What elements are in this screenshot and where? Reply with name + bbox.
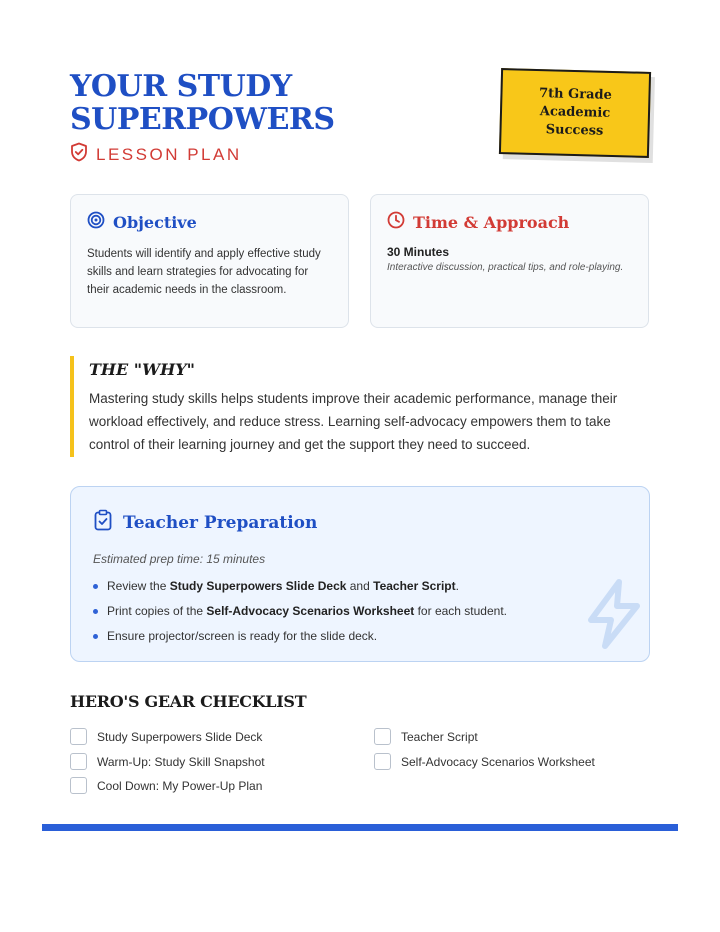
checklist-item[interactable] (70, 753, 265, 770)
checklist-item[interactable] (70, 728, 262, 745)
title-line-2: SUPERPOWERS (70, 102, 335, 137)
checkbox[interactable] (374, 753, 391, 770)
checklist-item[interactable] (70, 777, 262, 794)
checklist-item-label: Self-Advocacy Scenarios Worksheet (401, 754, 595, 769)
checklist-item-label: Teacher Script (401, 729, 478, 744)
why-heading: THE "WHY" (89, 360, 195, 379)
checklist-item[interactable] (374, 753, 595, 770)
checkbox[interactable] (70, 753, 87, 770)
objective-heading: Objective (113, 213, 197, 232)
why-section (70, 356, 650, 457)
shield-check-icon (70, 142, 88, 167)
list-item: Review the Study Superpowers Slide Deck and Teacher Script. (93, 574, 627, 599)
subtitle-text: LESSON PLAN (96, 144, 242, 164)
time-approach-heading: Time & Approach (413, 213, 570, 232)
checkbox[interactable] (374, 728, 391, 745)
prep-list (93, 574, 627, 649)
approach-text: Interactive discussion, practical tips, and role-playing. (387, 262, 624, 273)
lesson-plan-subtitle (70, 142, 242, 167)
checkbox[interactable] (70, 728, 87, 745)
checklist-item-label: Warm-Up: Study Skill Snapshot (97, 754, 265, 769)
teacher-prep-card (70, 486, 650, 662)
checklist-heading: HERO'S GEAR CHECKLIST (70, 692, 307, 711)
checklist-item-label: Cool Down: My Power-Up Plan (97, 778, 263, 793)
checkbox[interactable] (70, 777, 87, 794)
list-item: Ensure projector/screen is ready for the slide deck. (93, 624, 627, 649)
duration-text: 30 Minutes (387, 245, 450, 259)
list-item: Print copies of the Self-Advocacy Scenarios Worksheet for each student. (93, 599, 627, 624)
objective-body: Students will identify and apply effective study skills and learn strategies for advocating for their academic needs in the classroom. (87, 248, 321, 296)
teacher-prep-heading: Teacher Preparation (123, 512, 318, 533)
objective-card (70, 194, 349, 328)
target-icon (87, 211, 105, 234)
title-line-1: YOUR STUDY (70, 69, 292, 104)
checklist-item[interactable] (374, 728, 478, 745)
clipboard-check-icon (93, 509, 113, 536)
time-approach-card (370, 194, 649, 328)
clock-icon (387, 211, 405, 234)
checklist-item-label: Study Superpowers Slide Deck (97, 729, 263, 744)
lightning-bolt-icon (583, 578, 645, 655)
page-title (70, 70, 450, 136)
why-body: Mastering study skills helps students improve their academic performance, manage their workload effectively, and reduce stress. Learning self-advocacy empowers them to take control of their learning journey and get the support they need to succeed. (89, 391, 618, 452)
sticker-text: 7th Grade Academic Success (538, 86, 613, 139)
prep-time: Estimated prep time: 15 minutes (93, 552, 266, 566)
grade-sticker (499, 68, 651, 158)
footer-bar (42, 824, 678, 831)
